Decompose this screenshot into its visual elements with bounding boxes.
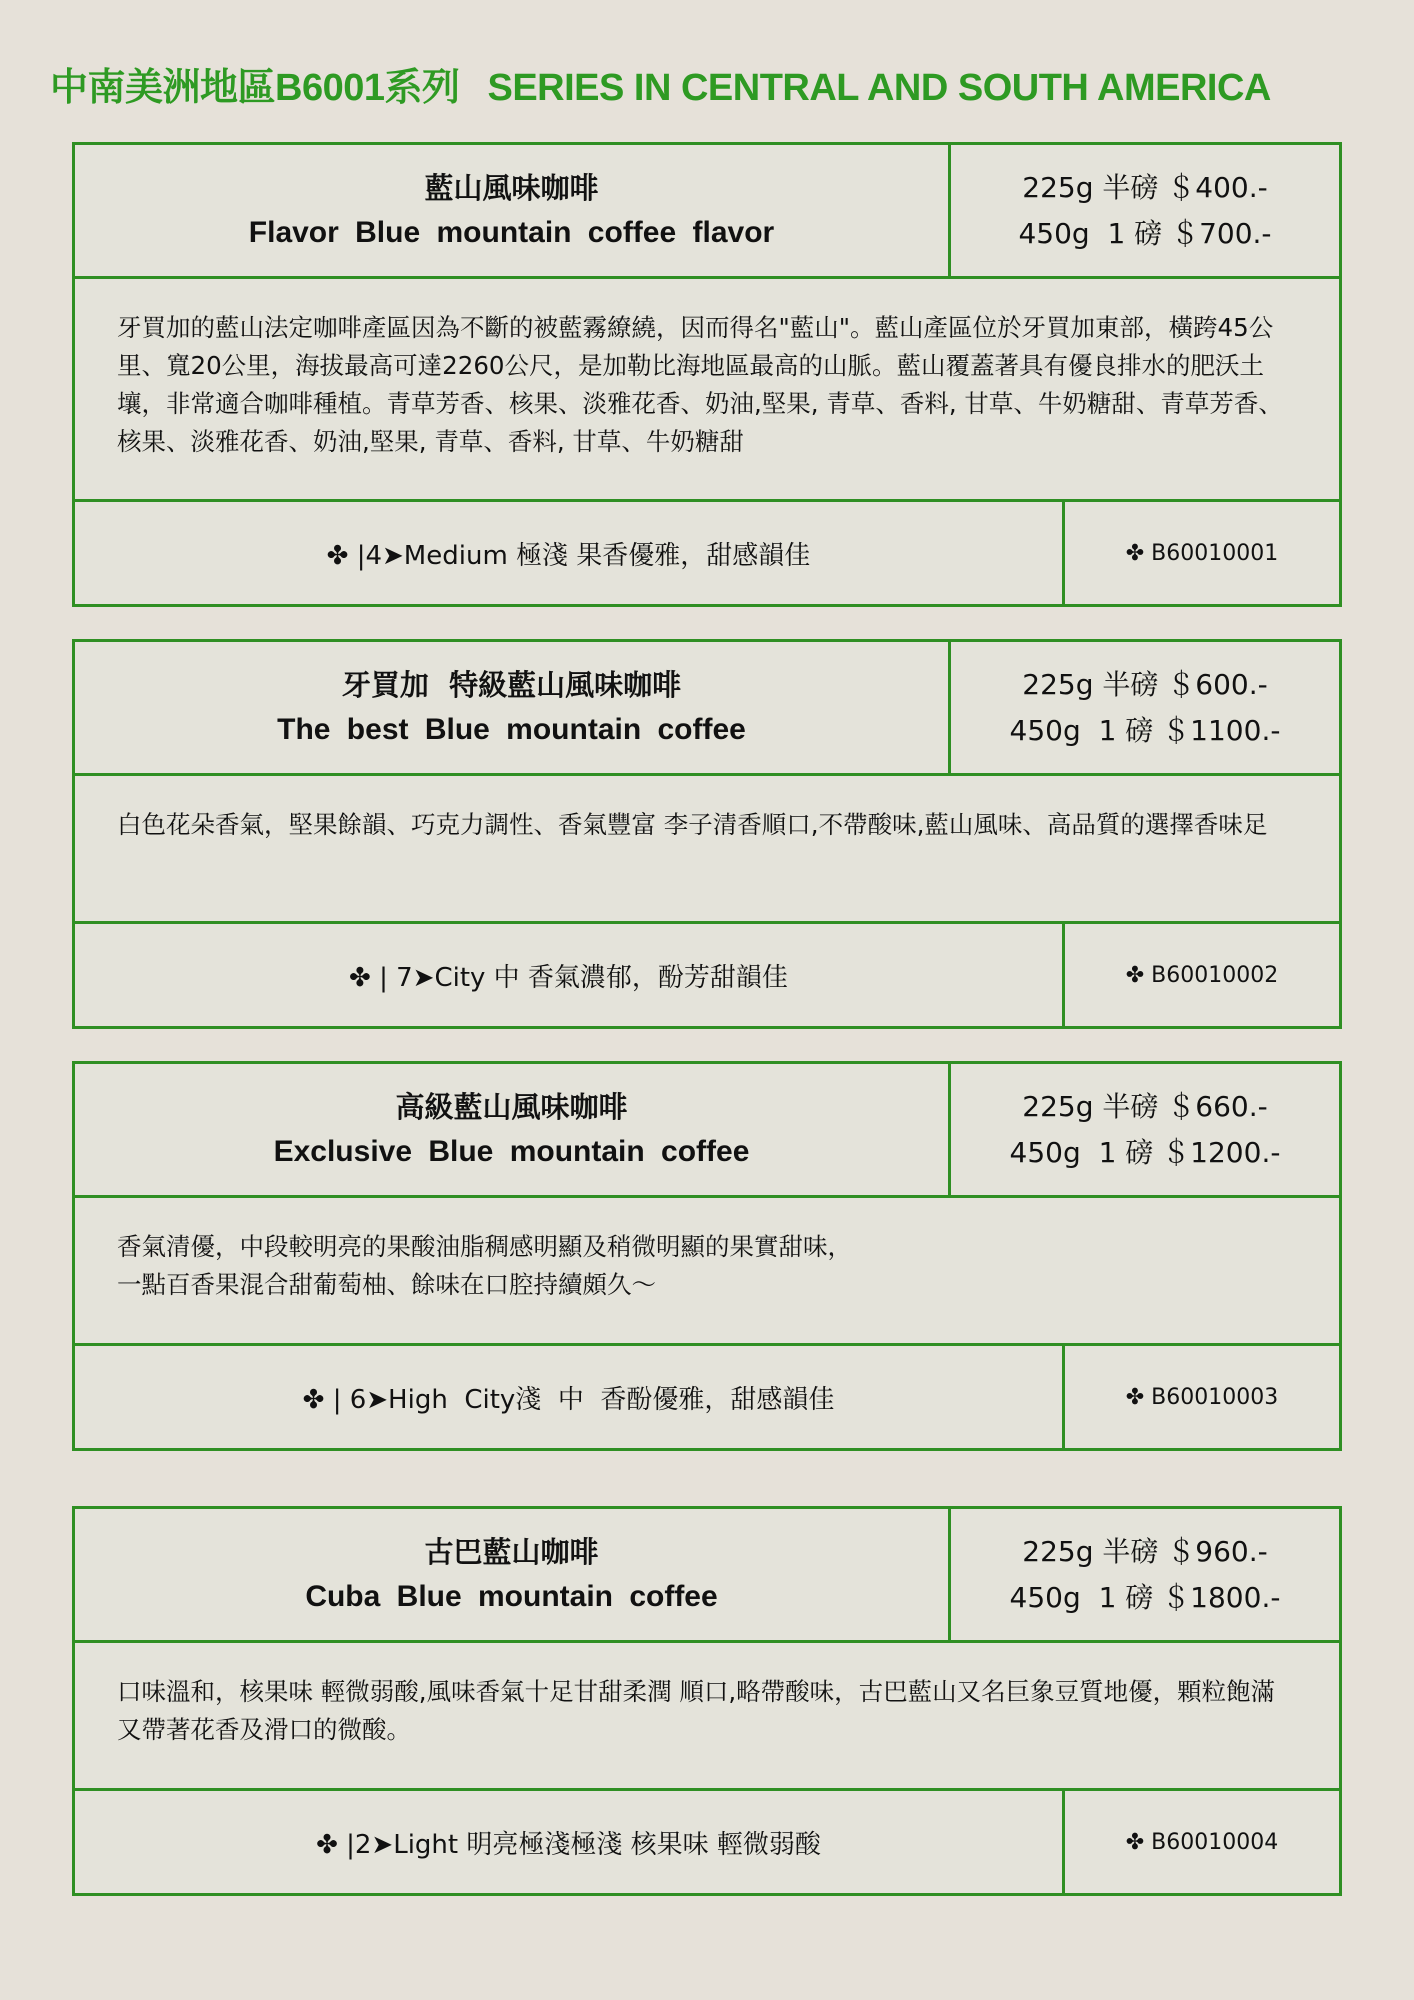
product-name-en: The best Blue mountain coffee <box>277 712 746 746</box>
product-code: ✤ B60010003 <box>1125 1384 1279 1410</box>
product-description <box>75 1198 1339 1346</box>
product-card <box>72 1061 1342 1451</box>
product-code: ✤ B60010002 <box>1125 962 1279 988</box>
page-title <box>50 56 1271 111</box>
price-list <box>951 1509 1339 1640</box>
product-name-en: Exclusive Blue mountain coffee <box>273 1134 750 1168</box>
product-code: ✤ B60010001 <box>1125 540 1279 566</box>
product-name-zh: 藍山風味咖啡 <box>424 170 599 205</box>
description-text: 白色花朵香氣，堅果餘韻、巧克力調性、香氣豐富 李子清香順口,不帶酸味,藍山風味、高品質的選擇香味足 <box>117 810 1268 839</box>
page-title-en: SERIES IN CENTRAL AND SOUTH AMERICA <box>487 67 1271 109</box>
price-one-pound: 450g 1 磅 ＄1200.- <box>1009 1135 1281 1169</box>
product-name-en: Flavor Blue mountain coffee flavor <box>248 215 775 249</box>
product-name-zh: 高級藍山風味咖啡 <box>395 1089 628 1124</box>
product-description <box>75 1643 1339 1791</box>
product-card <box>72 1506 1342 1896</box>
product-name-zh: 古巴藍山咖啡 <box>424 1534 599 1569</box>
price-half-pound: 225g 半磅 ＄400.- <box>1022 170 1268 204</box>
description-line: 一點百香果混合甜葡萄柚、餘味在口腔持續頗久～ <box>117 1270 656 1299</box>
roast-level: ✤ | 7➤City 中 香氣濃郁，酚芳甜韻佳 <box>75 924 1065 1026</box>
page-title-zh: 中南美洲地區B6001系列 <box>50 67 460 109</box>
price-list <box>951 642 1339 773</box>
description-line: 香氣清優，中段較明亮的果酸油脂稠感明顯及稍微明顯的果實甜味， <box>117 1232 852 1261</box>
price-one-pound: 450g 1 磅 ＄700.- <box>1018 216 1272 250</box>
price-list <box>951 1064 1339 1195</box>
description-text: 牙買加的藍山法定咖啡產區因為不斷的被藍霧繚繞，因而得名"藍山"。藍山產區位於牙買加東部，橫跨45公里、寬20公里，海拔最高可達2260公尺，是加勒比海地區最高的山脈。藍山覆蓋著具有優良排水的肥沃土壤，非常適合咖啡種植。青草芳香、核果、淡雅花香、奶油,堅果, 青草、香料, 甘草、牛奶糖甜、青草芳香、核果、淡雅花香、奶油,堅果, 青草、香料, 甘草、牛奶糖甜 <box>117 313 1283 456</box>
price-one-pound: 450g 1 磅 ＄1100.- <box>1009 713 1281 747</box>
product-name-zh: 牙買加 特級藍山風味咖啡 <box>341 667 682 702</box>
price-half-pound: 225g 半磅 ＄960.- <box>1022 1534 1268 1568</box>
product-name-en: Cuba Blue mountain coffee <box>305 1579 718 1613</box>
product-code: ✤ B60010004 <box>1125 1829 1279 1855</box>
price-half-pound: 225g 半磅 ＄660.- <box>1022 1089 1268 1123</box>
product-description <box>75 279 1339 502</box>
roast-level: ✤ |2➤Light 明亮極淺極淺 核果味 輕微弱酸 <box>75 1791 1065 1893</box>
description-text: 口味溫和，核果味 輕微弱酸,風味香氣十足甘甜柔潤 順口,略帶酸味，古巴藍山又名巨象豆質地優，顆粒飽滿又帶著花香及滑口的微酸。 <box>117 1677 1276 1744</box>
product-card <box>72 639 1342 1029</box>
roast-level: ✤ | 6➤High City淺 中 香酚優雅，甜感韻佳 <box>75 1346 1065 1448</box>
price-one-pound: 450g 1 磅 ＄1800.- <box>1009 1580 1281 1614</box>
price-list <box>951 145 1339 276</box>
product-description <box>75 776 1339 924</box>
product-card <box>72 142 1342 607</box>
price-half-pound: 225g 半磅 ＄600.- <box>1022 667 1268 701</box>
roast-level: ✤ |4➤Medium 極淺 果香優雅，甜感韻佳 <box>75 502 1065 604</box>
